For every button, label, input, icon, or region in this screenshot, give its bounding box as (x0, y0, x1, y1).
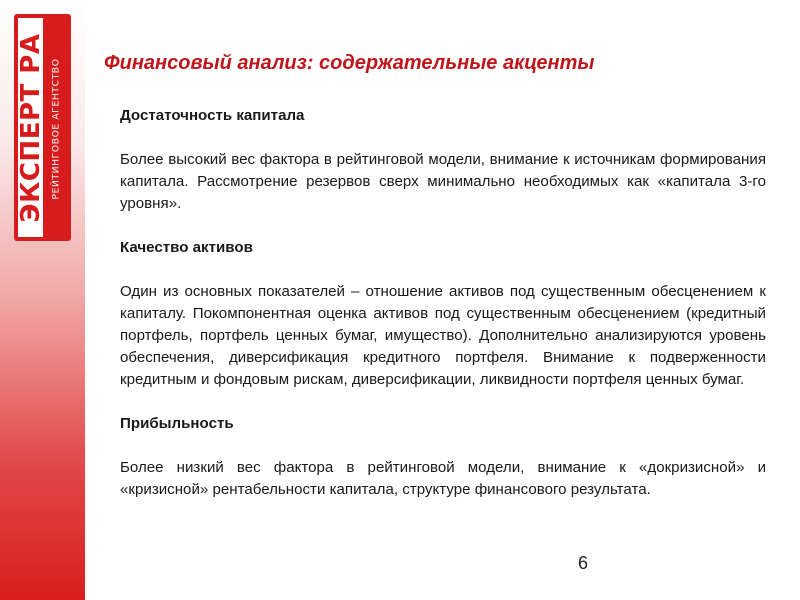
logo-main-text: ЭКСПЕРТ РА (15, 33, 46, 222)
logo-main-panel (15, 18, 46, 237)
section-heading-profitability: Прибыльность (120, 415, 234, 432)
page-number: 6 (578, 553, 589, 573)
slide-content (120, 105, 766, 523)
section-text-profitability: Более низкий вес фактора в рейтинговой модели, внимание к «докризисной» и «кризисной» рентабельности капитала, структуре финансового результата. (120, 459, 766, 498)
section-heading-assets: Качество активов (120, 239, 253, 256)
expert-ra-logo (14, 14, 71, 241)
section-text-capital: Более высокий вес фактора в рейтинговой модели, внимание к источникам формирования капитала. Рассмотрение резервов сверх минимально необходимых как «капитала 3-го уровня». (120, 151, 766, 212)
section-heading-capital: Достаточность капитала (120, 107, 305, 124)
section-text-assets: Один из основных показателей – отношение активов под существенным обесценением к капиталу. Покомпонентная оценка активов под существенным обесценением (кредитный портфель, портфель ценных бумаг, имущество). Дополнительно анализируются уровень обеспечения, диверсификация кредитного портфеля. Внимание к подверженности кредитным и фондовым рискам, диверсификации, ликвидности портфеля ценных бумаг. (120, 283, 766, 388)
slide-title: Финансовый анализ: содержательные акценты (104, 52, 595, 74)
logo-sub-text: РЕЙТИНГОВОЕ АГЕНТСТВО (50, 58, 62, 200)
